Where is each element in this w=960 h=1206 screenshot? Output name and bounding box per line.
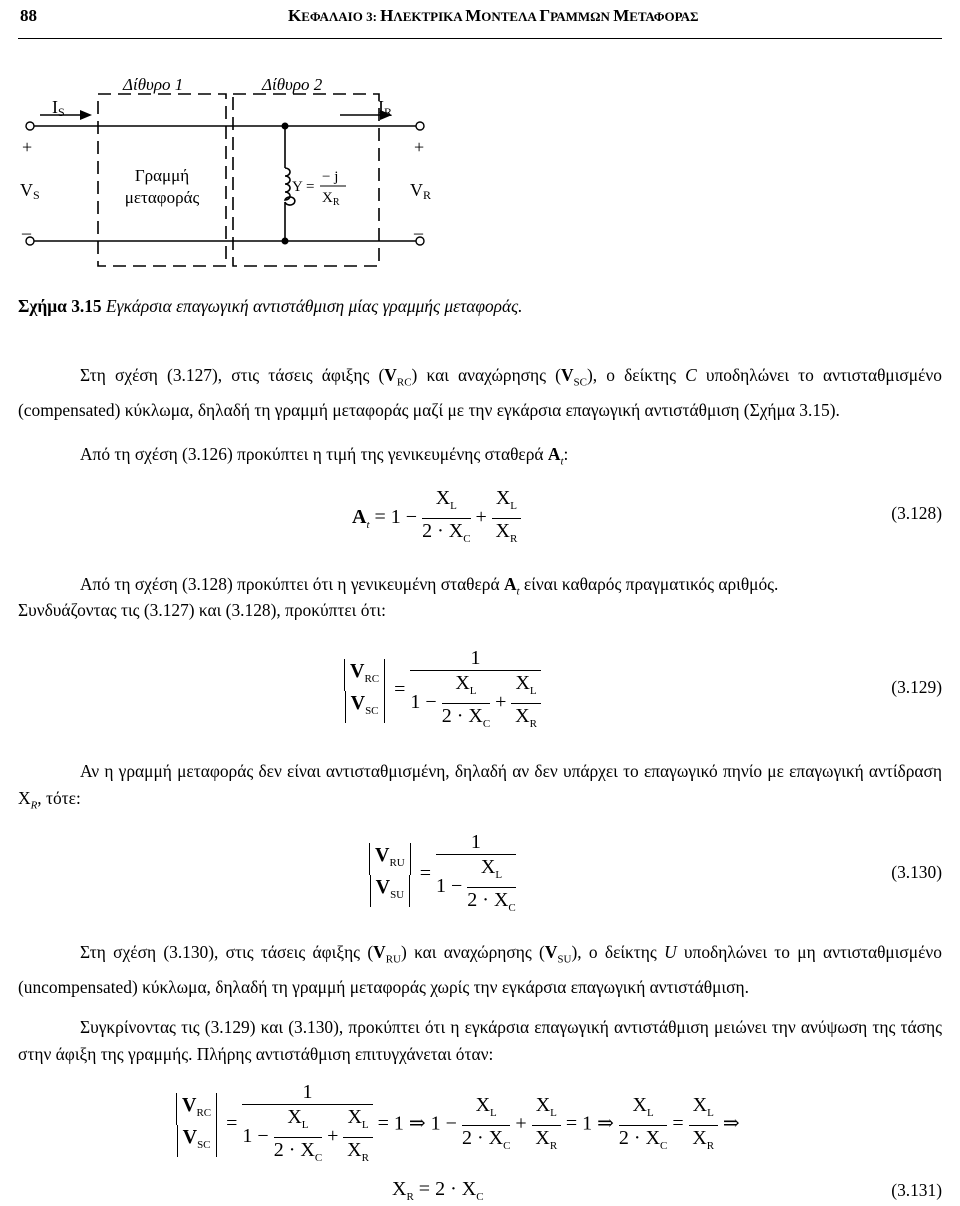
admittance-num: − j (322, 169, 339, 185)
vr-plus: + (414, 137, 425, 157)
paragraph-5: Στη σχέση (3.130), στις τάσεις άφιξης $(V_{RU})$ και αναχώρησης $(V_{SU})$, ο δείκτης U υποδηλώνει το μη αντισταθμισμένο (uncompensated) κύκλωμα, δηλαδή τη γραμμή μεταφοράς χωρίς την εγκάρσια επαγωγική αντιστάθμιση. (18, 942, 942, 997)
equation-number-3-130: (3.130) (891, 862, 942, 882)
equation-3-131-result: $X_R = 2 \cdot X_C$ (392, 1178, 484, 1203)
paragraph-6: Συγκρίνοντας τις (3.129) και (3.130), προκύπτει ότι η εγκάρσια επαγωγική αντιστάθμιση μειώνει την ανύψωση της τάσης στην άφιξη της γραμμής. Πλήρης αντιστάθμιση επιτυγχάνεται όταν: (18, 1017, 942, 1065)
equation-3-130: $V_{RU}$ $V_{SU}$ = 1 1 − $\frac{X_L}{2 \cdot X_C}$ (365, 830, 516, 920)
terminal-r-bottom (416, 237, 424, 245)
circuit-figure (0, 60, 960, 280)
paragraph-2: Από τη σχέση (3.126) προκύπτει η τιμή της γενικευμένης σταθερά $A_t$: (80, 444, 569, 468)
vr-label: VR (410, 180, 432, 202)
is-label: IS (52, 97, 65, 119)
ir-label: IR (378, 97, 393, 119)
equation-number-3-129: (3.129) (891, 677, 942, 697)
paragraph-3a: Από τη σχέση (3.128) προκύπτει ότι η γενικευμένη σταθερά $A_t$ είναι καθαρός πραγματικός αριθμός. (80, 574, 779, 598)
figure-caption: Σχήμα 3.15 Εγκάρσια επαγωγική αντιστάθμιση μίας γραμμής μεταφοράς. (18, 296, 523, 316)
terminal-r-top (416, 122, 424, 130)
vs-label: VS (20, 180, 40, 202)
wires (30, 115, 420, 241)
port1-label: Δίθυρο 1 (123, 75, 184, 94)
terminal-s-bottom (26, 237, 34, 245)
paragraph-4: Αν η γραμμή μεταφοράς δεν είναι αντισταθμισμένη, δηλαδή αν δεν υπάρχει το επαγωγικό πηνίο με επαγωγική αντίδραση $X_R$, τότε: (18, 761, 942, 812)
equation-number-3-131: (3.131) (891, 1180, 942, 1200)
equation-3-129: $V_{RC}$ $V_{SC}$ = 1 1 − $\frac{X_L}{2 \cdot X_C}$ + $\frac{X_L}{X_R}$ (340, 646, 541, 736)
chapter-header: ΚΕΦΑΛΑΙΟ 3: ΗΛΕΚΤΡΙΚΑ ΜΟΝΤΕΛΑ ΓΡΑΜΜΩΝ ΜΕΤΑΦΟΡΑΣ (288, 6, 699, 25)
paragraph-3b: Συνδυάζοντας τις (3.127) και (3.128), προκύπτει ότι: (18, 600, 386, 620)
equation-3-128: $A_t = 1$ − $\frac{X_L}{2 \cdot X_C}$ + $\frac{X_L}{X_R}$ (352, 486, 521, 551)
line-label-1: Γραμμή (134, 166, 190, 185)
port2-label: Δίθυρο 2 (262, 75, 323, 94)
paragraph-1: Στη σχέση (3.127), στις τάσεις άφιξης $(V_{RC})$ και αναχώρησης $(V_{SC})$, ο δείκτης C υποδηλώνει το αντισταθμισμένο (compensated) κύκλωμα, δηλαδή τη γραμμή μεταφοράς μαζί με την εγκάρσια επαγωγική αντιστάθμιση (Σχήμα 3.15). (18, 365, 942, 420)
header-rule (18, 38, 942, 39)
admittance-label: Y = (292, 179, 315, 195)
vs-plus: + (22, 137, 33, 157)
junction-top (282, 123, 289, 130)
equation-number-3-128: (3.128) (891, 503, 942, 523)
terminal-s-top (26, 122, 34, 130)
vs-minus: _ (22, 216, 31, 236)
page-number: 88 (20, 6, 37, 25)
vr-minus: _ (414, 216, 423, 236)
junction-bottom (282, 238, 289, 245)
line-label-2: μεταφοράς (124, 188, 200, 207)
admittance-den: $X_R$ (322, 190, 340, 208)
equation-3-131: $V_{RC}$ $V_{SC}$ = 1 1 − $\frac{X_L}{2 \cdot X_C}$ + $\frac{X_L}{X_R}$ = 1 ⇒ 1 − $\frac{X_L}{2 \cdot X_C}$ + $\frac{X_L}{X_R}$ = 1 ⇒ $\frac{X_L}{2 \cdot X_C}$ = $\frac{X_L}{X_R}$ ⇒ (172, 1080, 740, 1170)
